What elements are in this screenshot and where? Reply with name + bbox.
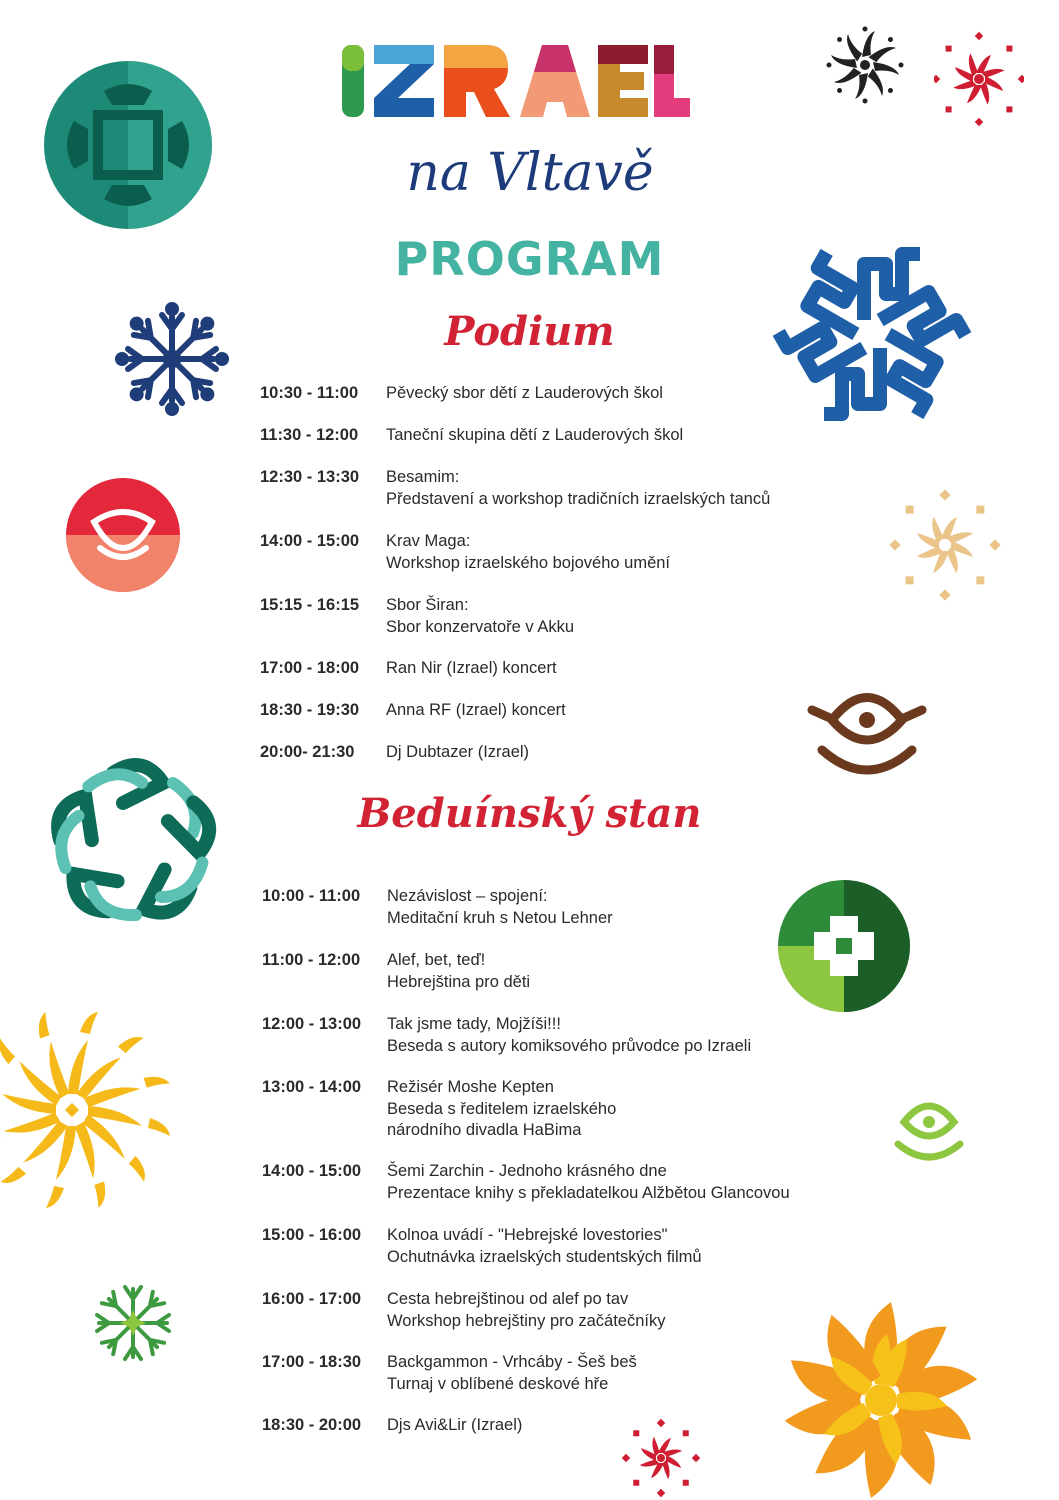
schedule-description	[387, 1415, 522, 1437]
schedule-time: 18:30 - 20:00	[262, 1416, 362, 1434]
schedule-description	[387, 1077, 616, 1142]
red-dot-ornament-icon	[934, 24, 1024, 134]
lime-ornament-icon	[884, 1090, 974, 1170]
schedule-description	[387, 1014, 751, 1057]
schedule-description-line: Režisér Moshe Kepten	[387, 1078, 554, 1096]
schedule-description-line: Krav Maga:	[386, 532, 471, 550]
schedule-time: 12:30 - 13:30	[260, 468, 360, 486]
schedule-description-line: Taneční skupina dětí z Lauderových škol	[386, 426, 684, 444]
schedule-time: 14:00 - 15:00	[260, 532, 360, 550]
schedule-time: 17:00 - 18:00	[260, 659, 360, 677]
schedule-description	[386, 467, 770, 510]
subtitle-na-vltave	[380, 120, 680, 220]
schedule-description	[387, 1352, 637, 1395]
green-star-icon	[88, 1278, 178, 1368]
schedule-time: 13:00 - 14:00	[262, 1078, 362, 1096]
schedule-description-line: národního divadla HaBima	[387, 1121, 582, 1139]
schedule-description-line: Workshop izraelského bojového umění	[386, 553, 671, 572]
schedule-description	[387, 1225, 702, 1268]
schedule-description-line: Ran Nir (Izrael) koncert	[386, 659, 557, 677]
program-title: PROGRAM	[394, 232, 665, 286]
schedule-description	[387, 950, 530, 993]
schedule-description-line: Šemi Zarchin - Jednoho krásného dne	[387, 1162, 667, 1180]
schedule-description-line: Pěvecký sbor dětí z Lauderových škol	[386, 384, 663, 402]
schedule-time: 11:30 - 12:00	[260, 426, 359, 444]
schedule-description-line: Beseda s ředitelem izraelského	[387, 1099, 617, 1118]
schedule-time: 14:00 - 15:00	[262, 1162, 362, 1180]
schedule-time: 20:00- 21:30	[260, 743, 355, 761]
stan-section-title: Beduínský stan	[357, 790, 702, 837]
schedule-time: 16:00 - 17:00	[262, 1290, 362, 1308]
navy-snowflake-icon	[115, 302, 229, 416]
teal-wreath-icon	[36, 746, 230, 940]
schedule-description-line: Dj Dubtazer (Izrael)	[386, 743, 530, 761]
schedule-description-line: Kolnoa uvádí - "Hebrejské lovestories"	[387, 1226, 668, 1244]
izrael-logo	[340, 40, 690, 120]
yellow-sunburst-icon	[0, 1010, 176, 1210]
schedule-description-line: Představení a workshop tradičních izraelských tanců	[386, 489, 771, 508]
red-dot-ornament-icon	[616, 1416, 706, 1500]
schedule-description-line: Turnaj v oblíbené deskové hře	[387, 1374, 609, 1393]
teal-medallion-icon	[44, 61, 212, 229]
schedule-time: 10:30 - 11:00	[260, 384, 359, 402]
schedule-description-line: Meditační kruh s Netou Lehner	[387, 908, 613, 927]
schedule-description-line: Workshop hebrejštiny pro začátečníky	[387, 1311, 666, 1330]
schedule-time: 15:00 - 16:00	[262, 1226, 362, 1244]
schedule-description	[386, 425, 683, 447]
schedule-description	[386, 383, 663, 405]
schedule-description	[387, 1161, 790, 1204]
schedule-description-line: Nezávislost – spojení:	[387, 887, 548, 905]
coral-medallion-icon	[66, 478, 180, 592]
schedule-description	[386, 531, 670, 574]
subtitle-text: na Vltavě	[406, 143, 654, 203]
schedule-description	[387, 1289, 666, 1332]
schedule-description	[387, 886, 613, 929]
schedule-description-line: Hebrejština pro děti	[387, 972, 531, 991]
schedule-time: 10:00 - 11:00	[262, 887, 361, 905]
schedule-description-line: Backgammon - Vrhcáby - Šeš beš	[387, 1353, 637, 1371]
schedule-description	[386, 700, 566, 722]
schedule-description	[386, 595, 574, 638]
blue-pinwheel-icon	[770, 232, 974, 436]
podium-section-title: Podium	[444, 308, 615, 355]
schedule-description-line: Tak jsme tady, Mojžíši!!!	[387, 1015, 561, 1033]
schedule-time: 18:30 - 19:30	[260, 701, 360, 719]
schedule-description-line: Cesta hebrejštinou od alef po tav	[387, 1290, 629, 1308]
schedule-description	[386, 742, 529, 764]
black-star-ornament-icon	[826, 26, 904, 104]
schedule-description-line: Besamim:	[386, 468, 460, 486]
schedule-description-line: Djs Avi&Lir (Izrael)	[387, 1416, 523, 1434]
schedule-description-line: Ochutnávka izraelských studentských filmů	[387, 1247, 702, 1266]
schedule-time: 11:00 - 12:00	[262, 951, 361, 969]
green-medallion-icon	[778, 880, 910, 1012]
tan-dot-ornament-icon	[888, 488, 1002, 602]
schedule-description	[386, 658, 557, 680]
schedule-description-line: Alef, bet, teď!	[387, 951, 486, 969]
schedule-description-line: Anna RF (Izrael) koncert	[386, 701, 566, 719]
schedule-time: 17:00 - 18:30	[262, 1353, 362, 1371]
schedule-description-line: Sbor konzervatoře v Akku	[386, 617, 575, 636]
schedule-time: 15:15 - 16:15	[260, 596, 360, 614]
orange-flower-icon	[778, 1300, 984, 1500]
schedule-description-line: Prezentace knihy s překladatelkou Alžbětou Glancovou	[387, 1183, 790, 1202]
schedule-description-line: Beseda s autory komiksového průvodce po Izraeli	[387, 1036, 752, 1055]
schedule-description-line: Sbor Širan:	[386, 596, 469, 614]
brown-ornament-icon	[802, 680, 932, 790]
schedule-time: 12:00 - 13:00	[262, 1015, 362, 1033]
